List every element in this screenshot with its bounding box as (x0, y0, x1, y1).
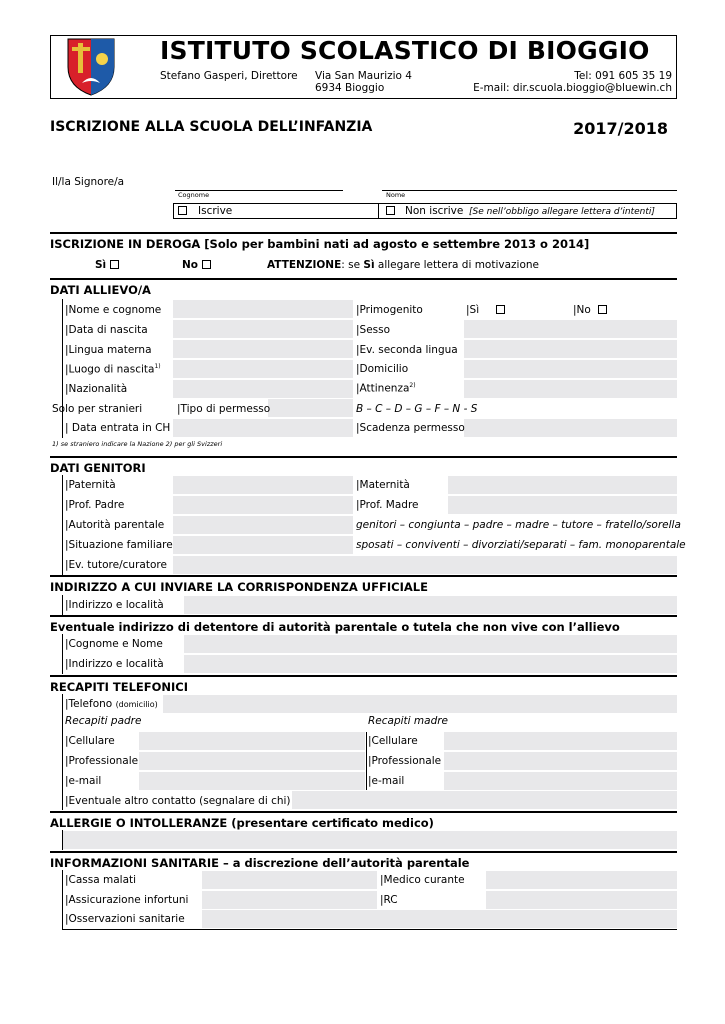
non-iscrive-label: Non iscrive (405, 205, 464, 217)
attinenza-sup: 2) (409, 382, 416, 389)
assicurazione-field[interactable] (202, 891, 377, 909)
nome-caption: Nome (386, 191, 406, 199)
autorita-label: |Autorità parentale (65, 519, 165, 531)
cassa-label: |Cassa malati (65, 874, 137, 886)
iscrive-divider (378, 203, 379, 219)
prof-padre-label: |Prof. Padre (65, 499, 125, 511)
email-madre-label: |e-mail (368, 775, 405, 787)
header-email: E-mail: dir.scuola.bioggio@bluewin.ch (473, 82, 672, 94)
genitori-left-rule (62, 475, 63, 575)
eventuale-indirizzo-field[interactable] (184, 655, 677, 673)
prof-madre-label: |Prof. Madre (356, 499, 419, 511)
iscrive-checkbox[interactable] (178, 206, 187, 215)
nome-field[interactable] (173, 300, 353, 318)
email-padre-field[interactable] (139, 772, 365, 790)
tutore-label: |Ev. tutore/curatore (65, 559, 167, 571)
maternita-label: |Maternità (356, 479, 410, 491)
recapiti-padre-label: Recapiti padre (65, 715, 142, 727)
deroga-no-label: No (182, 259, 199, 271)
entrata-label: | Data entrata in CH (65, 422, 171, 434)
nome-label: |Nome e cognome (65, 304, 162, 316)
allievo-left-rule (62, 299, 63, 438)
eventuale-cognome-field[interactable] (184, 635, 677, 653)
cellulare-madre-label: |Cellulare (368, 735, 418, 747)
domicilio-label: |Domicilio (356, 363, 409, 375)
lingua-label: |Lingua materna (65, 344, 152, 356)
header-title: ISTITUTO SCOLASTICO DI BIOGGIO (160, 36, 650, 65)
scadenza-field[interactable] (464, 419, 677, 437)
nascita-label: |Data di nascita (65, 324, 148, 336)
primogenito-no-label: |No (573, 304, 591, 316)
sanitarie-title: INFORMAZIONI SANITARIE – a discrezione dell’autorità parentale (50, 851, 677, 870)
luogo-text: |Luogo di nascita (65, 363, 155, 376)
lingua-field[interactable] (173, 340, 353, 358)
domicilio-field[interactable] (464, 360, 677, 378)
eventuale-title: Eventuale indirizzo di detentore di autorità parentale o tutela che non vive con l’allievo (50, 615, 677, 634)
deroga-attention (267, 259, 539, 271)
situazione-values: sposati – conviventi – divorziati/separati – fam. monoparentale (356, 539, 686, 551)
primogenito-si (466, 304, 505, 316)
entrata-field[interactable] (173, 419, 353, 437)
deroga-no (182, 259, 211, 271)
nascita-field[interactable] (173, 320, 353, 338)
eventuale-cognome-label: |Cognome e Nome (65, 638, 163, 650)
telefono-field[interactable] (163, 695, 677, 713)
eventuale-left-rule (62, 634, 63, 674)
allergie-title: ALLERGIE O INTOLLERANZE (presentare certificato medico) (50, 811, 677, 830)
primogenito-si-label: |Sì (466, 304, 480, 316)
attention-rest: : se (341, 259, 364, 271)
recapiti-left-rule (62, 694, 63, 810)
autorita-values: genitori – congiunta – padre – madre – tutore – fratello/sorella (356, 519, 681, 531)
luogo-field[interactable] (173, 360, 353, 378)
sesso-field[interactable] (464, 320, 677, 338)
deroga-si (95, 259, 119, 271)
recapiti-title: RECAPITI TELEFONICI (50, 675, 677, 694)
deroga-no-checkbox[interactable] (202, 260, 211, 269)
bottom-rule (62, 929, 677, 930)
genitori-title: DATI GENITORI (50, 456, 677, 475)
rc-field[interactable] (486, 891, 677, 909)
indirizzo-title: INDIRIZZO A CUI INVIARE LA CORRISPONDENZA UFFICIALE (50, 575, 677, 594)
maternita-field[interactable] (448, 476, 677, 494)
attention-bold: ATTENZIONE (267, 259, 342, 271)
cellulare-madre-field[interactable] (444, 732, 677, 750)
deroga-title: ISCRIZIONE IN DEROGA [Solo per bambini nati ad agosto e settembre 2013 o 2014] (50, 232, 677, 251)
director-name: Stefano Gasperi, Direttore (160, 70, 298, 82)
permesso-label: |Tipo di permesso (177, 403, 271, 415)
attinenza-field[interactable] (464, 380, 677, 398)
nazionalita-label: |Nazionalità (65, 383, 128, 395)
telefono-text: |Telefono (65, 698, 113, 710)
rc-label: |RC (380, 894, 398, 906)
altro-contatto-field[interactable] (292, 791, 677, 809)
professionale-madre-field[interactable] (444, 752, 677, 770)
professionale-padre-label: |Professionale (65, 755, 139, 767)
telefono-note: (domicilio) (115, 700, 158, 709)
luogo-label (65, 363, 161, 376)
sesso-label: |Sesso (356, 324, 391, 336)
osservazioni-field[interactable] (202, 910, 677, 928)
attinenza-text: |Attinenza (356, 382, 410, 395)
primogenito-si-checkbox[interactable] (496, 305, 505, 314)
deroga-si-checkbox[interactable] (110, 260, 119, 269)
doc-heading: ISCRIZIONE ALLA SCUOLA DELL’INFANZIA (50, 119, 373, 135)
scadenza-label: |Scadenza permesso (356, 422, 465, 434)
luogo-sup: 1) (154, 363, 161, 370)
deroga-si-label: Sì (95, 259, 107, 271)
iscrive-label: Iscrive (198, 205, 233, 217)
altro-contatto-label: |Eventuale altro contatto (segnalare di chi) (65, 795, 291, 807)
indirizzo-field[interactable] (184, 596, 677, 614)
indirizzo-label: |Indirizzo e località (65, 599, 164, 611)
non-iscrive-checkbox[interactable] (386, 206, 395, 215)
cognome-caption: Cognome (178, 191, 210, 199)
cellulare-padre-label: |Cellulare (65, 735, 115, 747)
non-iscrive-note: [Se nell’obbligo allegare lettera d’intenti] (469, 207, 655, 217)
eventuale-indirizzo-label: |Indirizzo e località (65, 658, 164, 670)
tutore-field[interactable] (173, 556, 677, 574)
telefono-label (65, 698, 158, 710)
allievo-title: DATI ALLIEVO/A (50, 278, 677, 297)
address-line1: Via San Maurizio 4 (315, 70, 412, 82)
professionale-madre-label: |Professionale (368, 755, 442, 767)
email-padre-label: |e-mail (65, 775, 102, 787)
sanitarie-left-rule (62, 870, 63, 929)
indirizzo-left-rule (62, 595, 63, 615)
attention-end: allegare lettera di motivazione (374, 259, 540, 271)
medico-label: |Medico curante (380, 874, 465, 886)
osservazioni-label: |Osservazioni sanitarie (65, 913, 185, 925)
address-line2: 6934 Bioggio (315, 82, 385, 94)
attinenza-label (356, 382, 416, 395)
permesso-field[interactable] (268, 399, 353, 417)
cassa-field[interactable] (202, 871, 377, 889)
primogenito-no (573, 304, 607, 316)
prof-padre-field[interactable] (173, 496, 353, 514)
header-tel: Tel: 091 605 35 19 (574, 70, 672, 82)
professionale-padre-field[interactable] (139, 752, 365, 770)
situazione-field[interactable] (173, 536, 353, 554)
allievo-footnote: 1) se straniero indicare la Nazione 2) per gli Svizzeri (52, 440, 223, 448)
cellulare-padre-field[interactable] (139, 732, 365, 750)
paternita-field[interactable] (173, 476, 353, 494)
stranieri-label: Solo per stranieri (52, 403, 143, 415)
autorita-field[interactable] (173, 516, 353, 534)
primogenito-label: |Primogenito (356, 304, 423, 316)
prof-madre-field[interactable] (448, 496, 677, 514)
seconda-field[interactable] (464, 340, 677, 358)
situazione-label: |Situazione familiare (65, 539, 173, 551)
allergie-field[interactable] (63, 831, 677, 849)
assicurazione-label: |Assicurazione infortuni (65, 894, 189, 906)
permesso-values: B – C – D – G – F – N - S (356, 403, 478, 415)
nazionalita-field[interactable] (173, 380, 353, 398)
nome-line[interactable] (382, 190, 677, 191)
email-madre-field[interactable] (444, 772, 677, 790)
paternita-label: |Paternità (65, 479, 116, 491)
coat-of-arms-logo (62, 37, 120, 97)
doc-year: 2017/2018 (573, 119, 668, 138)
attention-si: Sì (363, 259, 375, 271)
seconda-label: |Ev. seconda lingua (356, 344, 458, 356)
signore-label: Il/la Signore/a (52, 176, 125, 188)
recapiti-mid-rule (366, 732, 367, 790)
primogenito-no-checkbox[interactable] (598, 305, 607, 314)
medico-field[interactable] (486, 871, 677, 889)
recapiti-madre-label: Recapiti madre (368, 715, 449, 727)
